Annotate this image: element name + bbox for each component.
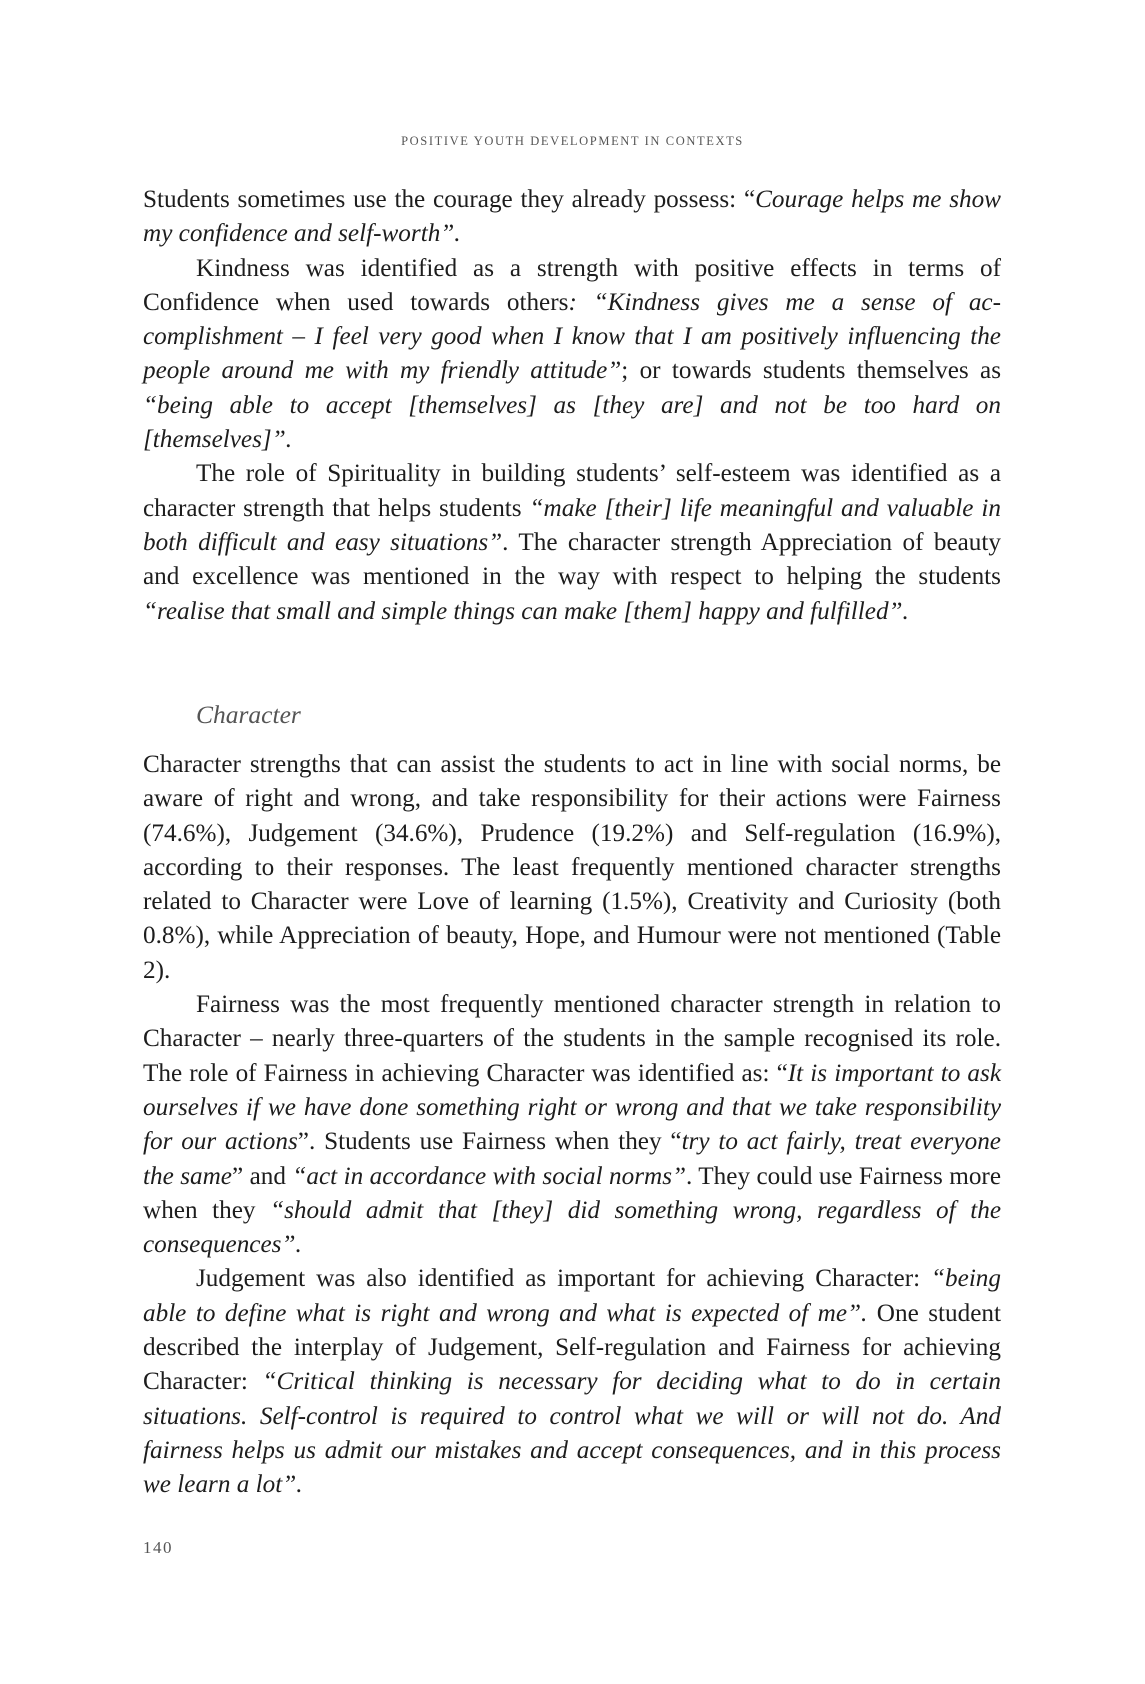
- text-run: One student described the interplay of Judgement, Self-regulation and Fairness for achieving Character:: [143, 1299, 1001, 1396]
- paragraph-judgement: [143, 1262, 1001, 1502]
- text-run: Students sometimes use the courage they already possess: “: [143, 186, 756, 213]
- paragraph-character-strengths: [143, 748, 1001, 988]
- text-run: The role of Spirituality in building students’ self-esteem was identified as a character strength that helps students: [143, 460, 1001, 522]
- italic-quote-run: “make [their] life meaningful and valuable in both difficult and easy situations”: [143, 494, 1002, 556]
- running-header: POSITIVE YOUTH DEVELOPMENT IN CONTEXTS: [401, 134, 744, 148]
- italic-quote-run: : “Kindness gives me a sense of accomplishment – I feel very good when I know that I am positively influencing the people around me with my friendly attitude”: [143, 288, 1001, 385]
- italic-quote-run: “should admit that [they] did something wrong, regardless of the consequences”.: [143, 1196, 1002, 1259]
- text-run: . The character strength Appreciation of beauty and excellence was mentioned in the way with respect to helping the students: [143, 528, 1001, 591]
- text-run: Judgement was also identified as important for achieving Character:: [196, 1265, 932, 1293]
- paragraph-fairness: [143, 988, 1001, 1262]
- text-run: Kindness was identified as a strength with positive effects in terms of Confidence when used towards others: [143, 254, 1001, 316]
- body-text-block-2: [143, 748, 1001, 1503]
- body-text-block-1: [143, 183, 1001, 629]
- italic-quote-run: It is important to ask ourselves if we have done something right or wrong and that we take responsibility for our actions: [143, 1059, 1002, 1156]
- text-run: Character strengths that can assist the students to act in line with social norms, be aware of right and wrong, and take responsibility for their actions were Fairness (74.6%), Judgement (34.6%), Prudence (19.2%) and Self-regulation (16.9%), according to their responses. The least frequently mentioned character strengths related to Character were Love of learning (1.5%), Creativity and Curiosity (both 0.8%), while Appreciation of beauty, Hope, and Humour were not mentioned (Table 2).: [143, 751, 1001, 984]
- paragraph-kindness: [143, 252, 1001, 458]
- italic-quote-run: Courage helps me show my confidence and self-worth”.: [143, 186, 1001, 248]
- paragraph-spirituality: [143, 457, 1001, 628]
- section-heading-character: Character: [196, 700, 301, 729]
- italic-quote-run: “being able to define what is right and wrong and what is expected of me”.: [143, 1265, 1001, 1327]
- italic-quote-run: “realise that small and simple things can make [them] happy and fulfilled”.: [143, 597, 909, 625]
- italic-quote-run: “act in accordance with social norms”: [292, 1162, 687, 1190]
- text-run: ; or towards students themselves as: [621, 357, 1001, 385]
- italic-quote-run: “being able to accept [themselves] as [they are] and not be too hard on [themselves]”.: [143, 391, 1001, 454]
- text-run: Fairness was the most frequently mentioned character strength in relation to Character – nearly three-quarters of the students in the sample recognised its role. The role of Fairness in achieving Character was identified as: “: [143, 991, 1001, 1087]
- text-run: ”. Students use Fairness when they “: [297, 1128, 682, 1156]
- italic-quote-run: “Critical thinking is necessary for deciding what to do in certain situations. Self-control is required to control what we will or will not do. And fairness helps us admit our mistakes and accept consequences, and in this process we learn a lot”.: [143, 1368, 1001, 1499]
- page-number: 140: [143, 1538, 173, 1557]
- paragraph-courage: [143, 183, 1001, 252]
- text-run: ” and: [231, 1162, 293, 1190]
- italic-quote-run: try to act fairly, treat everyone the same: [143, 1128, 1001, 1190]
- text-run: . They could use Fairness more when they: [143, 1162, 1001, 1224]
